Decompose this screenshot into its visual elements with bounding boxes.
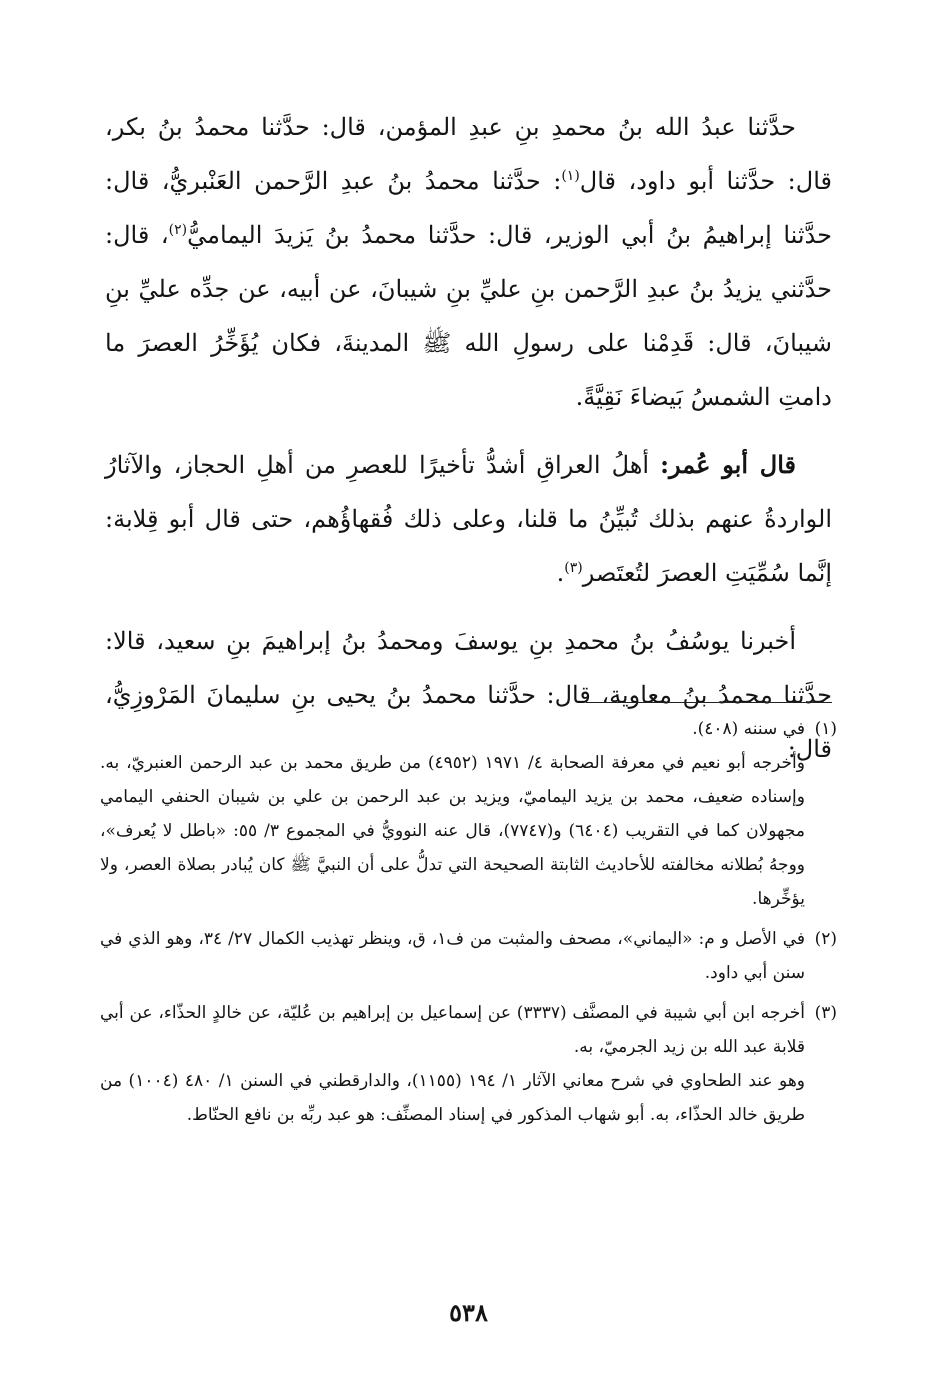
footnote-1 <box>100 712 837 916</box>
page-number: ٥٣٨ <box>449 1298 488 1327</box>
paragraph-2 <box>105 438 832 600</box>
paragraph-3-text: أخبرنا يوسُفُ بنُ محمدِ بنِ يوسفَ ومحمدُ بنُ إبراهيمَ بنِ سعيد، قالا: حدَّثنا محمدُ بنُ معاوية، قال: حدَّثنا محمدُ بنُ يحيى بنِ سليمانَ المَرْوزِيُّ، قال: <box>105 627 832 763</box>
footnotes <box>100 712 837 1138</box>
footnote-1-text-a: في سننه (٤٠٨). <box>692 719 805 739</box>
main-text <box>105 100 832 790</box>
paragraph-1-text-a: حدَّثنا عبدُ الله بنُ محمدِ بنِ عبدِ المؤمن، قال: حدَّثنا محمدُ بنُ بكر، قال: حدَّثنا أبو داود، قال <box>105 113 832 195</box>
footnote-2-number: (٢) <box>814 929 837 949</box>
speaker-label: قال أبو عُمر: <box>660 450 796 479</box>
footnote-3-number: (٣) <box>814 1003 837 1023</box>
footnote-ref-3[interactable]: (٣) <box>564 560 583 576</box>
footnote-2 <box>100 922 837 990</box>
footnote-ref-2[interactable]: (٢) <box>168 222 188 238</box>
footnote-2-text: في الأصل و م: «اليماني»، مصحف والمثبت من ف١، ق، وينظر تهذيب الكمال ٢٧/ ٣٤، وهو الذي في سنن أبي داود. <box>100 929 805 983</box>
paragraph-2-text: أهلُ العراقِ أشدُّ تأخيرًا للعصرِ من أهلِ الحجاز، والآثارُ الواردةُ عنهم بذلك تُبيِّنُ ما قلنا، وعلى ذلك فُقهاؤُهم، حتى قال أبو قِلابة: إنَّما سُمِّيَتِ العصرَ لتُعتَصر <box>105 451 832 587</box>
footnote-3-text-a: أخرجه ابن أبي شيبة في المصنَّف (٣٣٣٧) عن إسماعيل بن إبراهيم بن عُليّة، عن خالدٍ الحذّاء، عن أبي قلابة عبد الله بن زيد الجرميّ، به. <box>100 1003 805 1057</box>
footnote-divider <box>586 702 832 703</box>
footnote-3-text-b: وهو عند الطحاوي في شرح معاني الآثار ١/ ١٩٤ (١١٥٥)، والدارقطني في السنن ١/ ٤٨٠ (١٠٠٤) من طريق خالد الحذّاء، به. أبو شهاب المذكور في إسناد المصنِّف: هو عبد ربِّه بن نافع الحنّاط. <box>100 1071 805 1125</box>
footnote-3 <box>100 996 837 1132</box>
paragraph-1-text-c: ، قال: حدَّثني يزيدُ بنُ عبدِ الرَّحمن بنِ عليِّ بنِ شيبانَ، عن أبيه، عن جدِّه عليِّ بنِ شيبانَ، قال: قَدِمْنا على رسولِ الله ﷺ المدينةَ، فكان يُؤَخِّرُ العصرَ ما دامتِ الشمسُ بَيضاءَ نَقِيَّةً. <box>105 221 832 411</box>
footnote-ref-1[interactable]: (١) <box>561 168 580 184</box>
paragraph-1 <box>105 100 832 424</box>
footnote-1-number: (١) <box>814 719 837 739</box>
footnote-1-text-b: وأخرجه أبو نعيم في معرفة الصحابة ٤/ ١٩٧١ (٤٩٥٢) من طريق محمد بن عبد الرحمن العنبريّ، به. وإسناده ضعيف، محمد بن يزيد اليماميّ، ويزيد بن عبد الرحمن بن علي بن شيبان الحنفي اليمامي مجهولان كما في التقريب (٦٤٠٤) و(٧٧٤٧)، قال عنه النوويُّ في المجموع ٣/ ٥٥: «باطل لا يُعرف»، ووجهُ بُطلانه مخالفته للأحاديث الثابتة الصحيحة التي تدلُّ على أن النبيَّ ﷺ كان يُبادر بصلاة العصر، ولا يؤخِّرها. <box>100 753 805 909</box>
paragraph-2-end: . <box>556 559 565 587</box>
paragraph-1-text-b: : حدَّثنا محمدُ بنُ عبدِ الرَّحمن العَنْبريُّ، قال: حدَّثنا إبراهيمُ بنُ أبي الوزير، قال: حدَّثنا محمدُ بنُ يَزيدَ اليماميُّ <box>105 167 832 249</box>
